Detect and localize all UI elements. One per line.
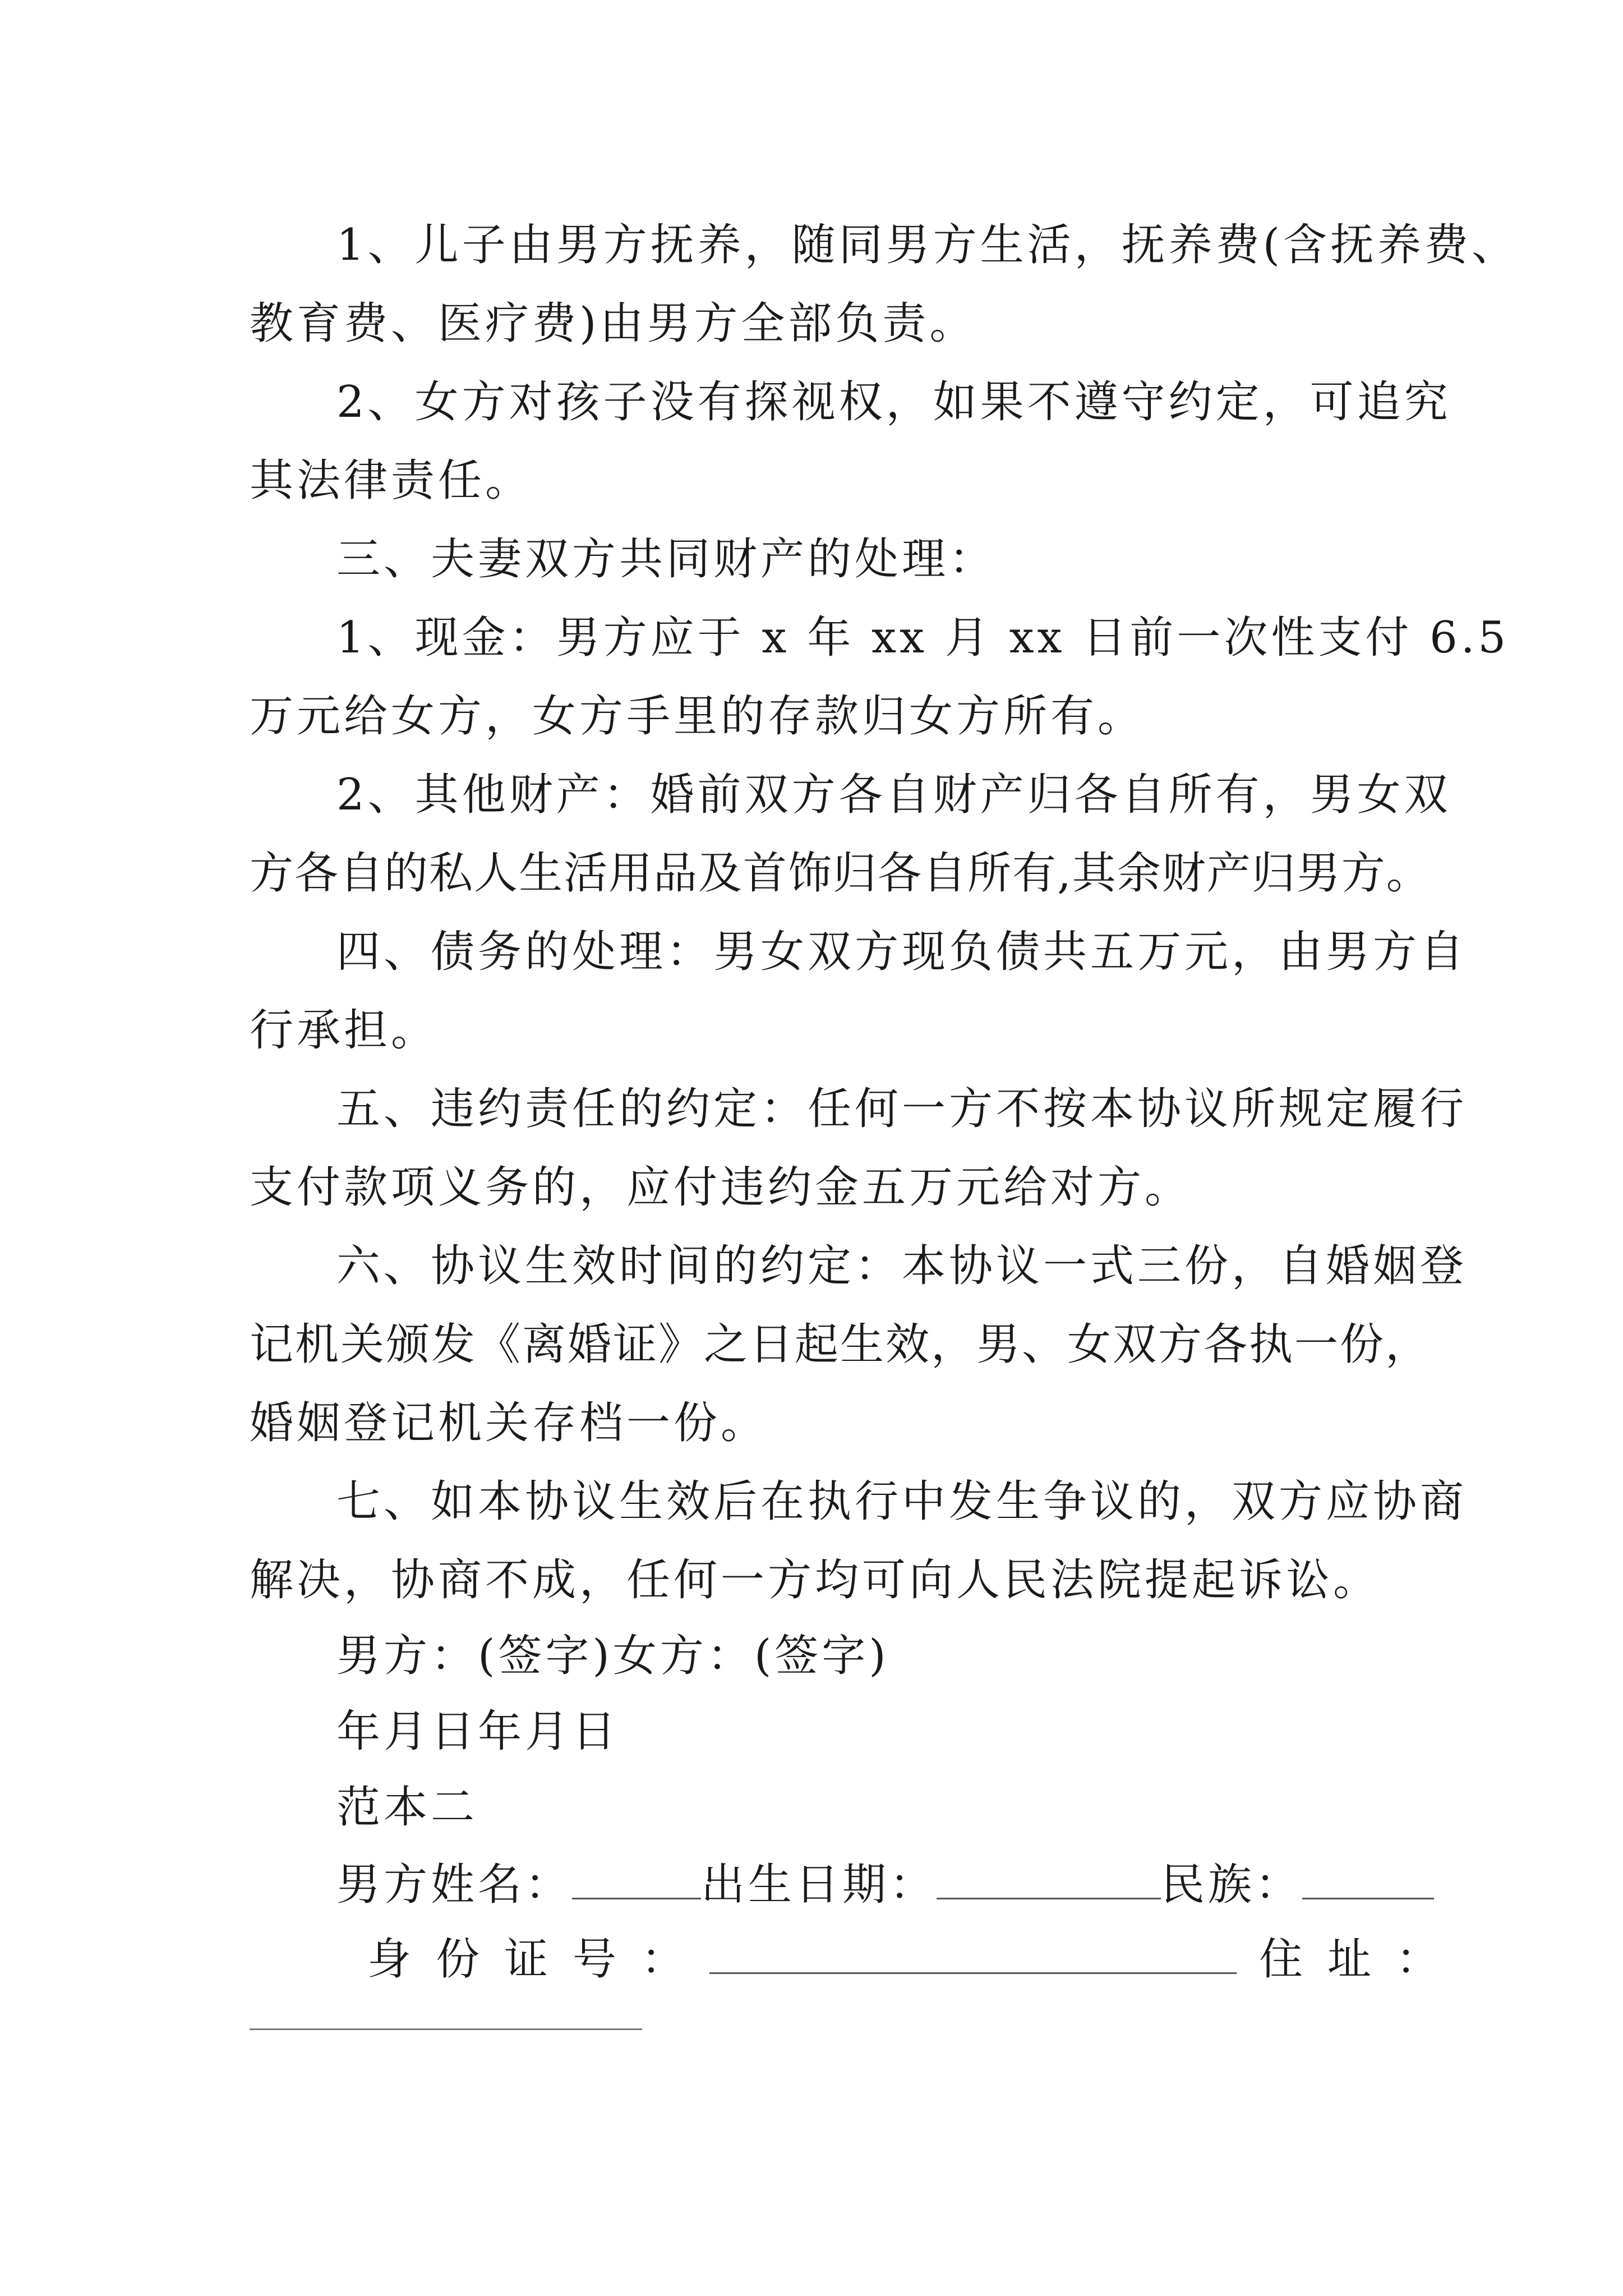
paragraph-line: 四、债务的处理：男女双方现负债共五万元，由男方自 (336, 927, 1468, 977)
address-label: 住址： (1259, 1934, 1465, 1985)
paragraph-line: 记机关颁发《离婚证》之日起生效，男、女双方各执一份， (250, 1319, 1431, 1370)
paragraph-line: 方各自的私人生活用品及首饰归各自所有,其余财产归男方。 (250, 848, 1431, 899)
template-heading: 范本二 (336, 1782, 478, 1833)
paragraph-line: 2、其他财产：婚前双方各自财产归各自所有，男女双 (336, 770, 1451, 820)
address-field[interactable] (250, 2028, 642, 2030)
paragraph-line: 行承担。 (250, 1005, 439, 1056)
paragraph-line: 七、如本协议生效后在执行中发生争议的，双方应协商 (336, 1476, 1468, 1527)
paragraph-line: 五、违约责任的约定：任何一方不按本协议所规定履行 (336, 1084, 1468, 1134)
section-heading: 三、夫妻双方共同财产的处理： (336, 534, 997, 585)
paragraph-line: 婚姻登记机关存档一份。 (250, 1398, 768, 1448)
birth-date-label: 出生日期： (701, 1860, 937, 1910)
form-row-id-address (367, 1931, 1464, 1987)
signature-line: 男方：(签字)女方：(签字) (336, 1631, 889, 1681)
id-number-label: 身份证号： (367, 1934, 710, 1985)
ethnicity-label: 民族： (1161, 1860, 1303, 1910)
birth-date-field[interactable] (937, 1858, 1161, 1899)
paragraph-line: 其法律责任。 (250, 455, 533, 506)
paragraph-line: 教育费、医疗费)由男方全部负责。 (250, 298, 977, 349)
male-name-label: 男方姓名： (336, 1860, 573, 1910)
date-line: 年月日年月日 (336, 1706, 620, 1757)
male-name-field[interactable] (572, 1858, 701, 1899)
paragraph-line: 解决，协商不成，任何一方均可向人民法院提起诉讼。 (250, 1555, 1381, 1605)
ethnicity-field[interactable] (1302, 1858, 1434, 1899)
paragraph-line: 1、现金：男方应于 x 年 xx 月 xx 日前一次性支付 6.5 (336, 613, 1510, 663)
form-row-basic-info (336, 1857, 1434, 1913)
paragraph-line: 2、女方对孩子没有探视权，如果不遵守约定，可追究 (336, 377, 1451, 427)
paragraph-line: 1、儿子由男方抚养，随同男方生活，抚养费(含抚养费、 (336, 220, 1519, 270)
id-number-field[interactable] (709, 1933, 1237, 1974)
paragraph-line: 六、协议生效时间的约定：本协议一式三份，自婚姻登 (336, 1241, 1468, 1291)
paragraph-line: 万元给女方，女方手里的存款归女方所有。 (250, 691, 1145, 742)
paragraph-line: 支付款项义务的，应付违约金五万元给对方。 (250, 1162, 1192, 1213)
